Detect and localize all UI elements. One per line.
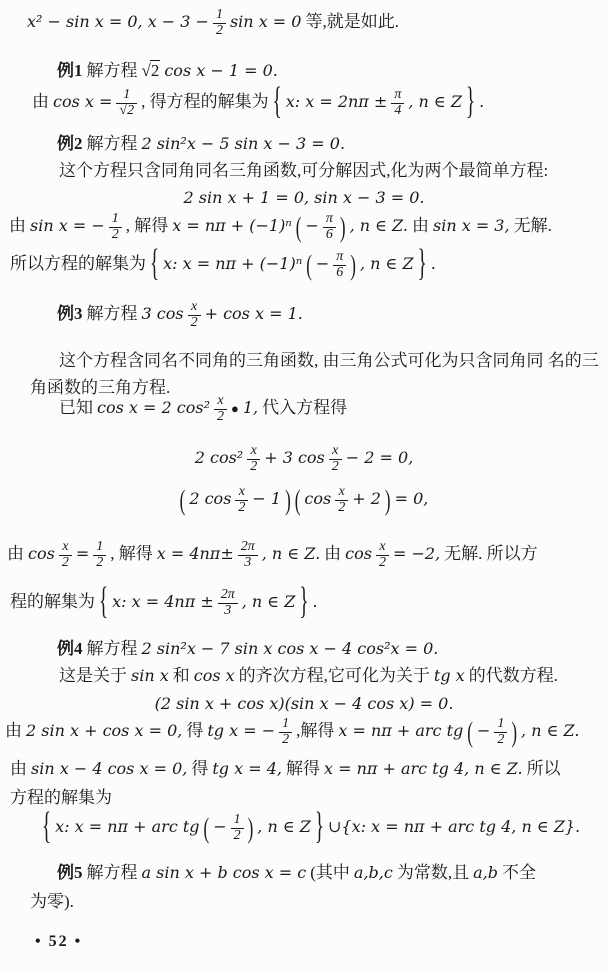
math-run: x = nπ + arc tg: [338, 721, 464, 741]
math-run: a,b,c: [353, 863, 393, 882]
fraction: [188, 300, 201, 330]
right-brace: }: [314, 806, 325, 849]
fraction: [214, 394, 227, 424]
text-run: 方程的解集为: [10, 788, 112, 807]
text-run: 由: [10, 759, 27, 778]
numerator: 1: [123, 87, 131, 102]
text-run: 这是关于: [59, 666, 127, 685]
math-run: sin x = 3,: [432, 216, 510, 236]
text-run: 解方程: [86, 134, 138, 153]
text-run: ,解得: [296, 721, 335, 741]
text-run: 无解. 所以方: [444, 544, 538, 564]
text-run: 由: [9, 216, 26, 236]
denominator: 6: [333, 265, 346, 281]
math-run: a,b: [473, 863, 498, 882]
ex2-paragraph: [57, 160, 550, 181]
left-paren: (: [203, 812, 210, 844]
example-label: 例3: [57, 304, 83, 324]
math-run: cos x =: [53, 92, 113, 112]
intro-line: [25, 8, 401, 38]
math-run: .: [312, 592, 318, 612]
math-run: , n ∈ Z: [241, 592, 296, 612]
denominator: [116, 103, 137, 119]
radical-sign: √: [119, 102, 128, 118]
math-run: 2 sin x + 1 = 0, sin x − 3 = 0.: [183, 188, 425, 207]
page-number-text: • 52 •: [35, 933, 83, 950]
ex3-solution-set: [8, 581, 320, 624]
math-run: x: x = nπ + (−1)ⁿ: [163, 254, 303, 274]
math-run: tg x = −: [207, 721, 276, 741]
math-run: −: [315, 254, 330, 274]
numerator: π: [325, 211, 333, 226]
denominator: 2: [231, 828, 244, 844]
right-paren: ): [285, 484, 291, 516]
right-brace: }: [299, 581, 309, 624]
math-run: a sin x + b cos x = c: [141, 863, 307, 882]
ex1-solution: [30, 81, 486, 124]
math-run: =: [75, 544, 90, 564]
denominator: 2: [93, 555, 106, 571]
math-run: −: [305, 216, 319, 236]
math-run: sin x = 0: [229, 12, 302, 32]
math-run: tg x = 4,: [212, 759, 282, 778]
denominator: 2: [335, 500, 348, 516]
numerator: x: [217, 393, 224, 408]
ex4-solution-2: [8, 758, 563, 779]
ex2-solution-set: [8, 243, 438, 286]
fraction: [279, 717, 292, 747]
math-run: cos: [28, 544, 55, 564]
denominator: 2: [329, 459, 342, 475]
math-run: x² − sin x = 0, x − 3 −: [27, 12, 209, 32]
text-run: 为常数,且: [396, 863, 470, 882]
text-run: 解方程: [86, 639, 138, 658]
math-run: .: [479, 92, 485, 112]
right-paren: ): [339, 211, 346, 243]
ex4-solution-2b: [8, 787, 114, 808]
math-run: sin x − 4 cos x = 0,: [31, 759, 188, 778]
text-run: 已知: [59, 398, 93, 418]
math-run: x = 4nπ±: [156, 544, 234, 564]
fraction: [391, 88, 404, 118]
math-run: −: [476, 721, 491, 741]
math-run: + cos x = 1.: [204, 304, 303, 324]
text-run: 和: [172, 666, 190, 685]
left-paren: (: [467, 716, 473, 748]
ex3-given: [57, 394, 349, 424]
fraction: [116, 88, 137, 118]
text-run: 解得: [285, 759, 320, 778]
math-run: cos: [304, 489, 332, 509]
text-run: 等,就是如此.: [305, 12, 399, 32]
ex4-solution-set: [40, 806, 582, 849]
ex4-paragraph: [57, 665, 560, 686]
fraction: [323, 212, 336, 242]
text-run: 不全: [501, 863, 536, 882]
math-run: cos x: [193, 666, 235, 685]
fraction: [218, 588, 238, 618]
example-label: 例2: [57, 134, 83, 153]
right-brace: }: [465, 81, 476, 124]
text-run: 这个方程含同名不同角的三角函数, 由三角公式可化为只含同角同 名的三: [59, 351, 599, 370]
left-paren: (: [306, 249, 312, 281]
fraction: [93, 540, 106, 570]
text-run: 的齐次方程,它可化为关于: [238, 666, 430, 685]
numerator: 2π: [220, 587, 235, 602]
ex2-title: [55, 133, 347, 154]
text-run: 这个方程只含同角同名三角函数,可分解因式,化为两个最简单方程:: [59, 161, 549, 180]
math-run: (2 sin x + cos x)(sin x − 4 cos x) = 0.: [154, 694, 454, 713]
denominator: 2: [109, 227, 122, 243]
ex3-solution-1: [5, 540, 540, 570]
text-run: 由: [32, 92, 49, 112]
fraction: [59, 540, 72, 570]
math-run: , n ∈ Z: [257, 817, 311, 837]
ink-blot: ●: [230, 401, 239, 417]
text-run: , 得方程的解集为: [141, 92, 269, 112]
denominator: 2: [59, 555, 72, 571]
text-run: 程的解集为: [10, 592, 95, 612]
fraction: [231, 813, 244, 843]
numerator: π: [394, 87, 402, 102]
fraction: [333, 250, 346, 280]
text-run: 得: [186, 721, 204, 741]
left-paren: (: [294, 484, 301, 516]
right-paren: ): [350, 249, 356, 281]
ex2-equation: [0, 187, 608, 208]
numerator: x: [62, 539, 69, 554]
math-run: , n ∈ Z: [408, 92, 462, 112]
math-run: cos x − 1 = 0.: [164, 61, 278, 80]
text-run: 所以方程的解集为: [10, 254, 146, 274]
denominator: 2: [213, 23, 226, 39]
text-run: 由: [5, 721, 22, 741]
math-run: = 0,: [394, 489, 429, 509]
left-brace: {: [42, 806, 52, 849]
text-run: 解方程: [86, 61, 138, 80]
math-run: , n ∈ Z: [359, 254, 414, 274]
text-run: 的代数方程.: [468, 666, 558, 685]
right-brace: }: [417, 243, 427, 286]
text-run: 所以: [526, 759, 561, 778]
math-run: , n ∈ Z.: [261, 544, 321, 564]
math-run: − 2 = 0,: [345, 448, 414, 468]
ex4-solution-1: [3, 717, 581, 747]
math-run: tg x: [433, 666, 465, 685]
left-brace: {: [272, 81, 282, 124]
text-run: (其中: [310, 863, 350, 882]
text-run: 由: [411, 216, 429, 236]
numerator: 1: [111, 211, 119, 226]
math-run: , n ∈ Z.: [521, 721, 580, 741]
page-number: [33, 930, 84, 952]
ex3-title: [55, 300, 305, 330]
text-run: , 解得: [125, 216, 169, 236]
sqrt: [142, 61, 161, 80]
example-label: 例1: [57, 61, 83, 80]
math-run: + 3 cos: [264, 448, 325, 468]
numerator: x: [238, 484, 246, 499]
denominator: 2: [247, 459, 260, 475]
text-run: 代入方程得: [262, 398, 348, 418]
denominator: 2: [235, 500, 248, 516]
left-paren: (: [295, 211, 302, 243]
math-run: 1,: [242, 398, 259, 418]
math-run: 2 sin²x − 5 sin x − 3 = 0.: [141, 134, 346, 153]
math-run: 2 cos²: [194, 448, 244, 468]
ex3-equation-1: [0, 444, 608, 474]
text-run: 为零).: [30, 892, 74, 911]
numerator: 1: [215, 7, 223, 22]
math-run: + 2: [352, 489, 381, 509]
denominator: 3: [218, 603, 238, 619]
text-run: 解方程: [86, 304, 138, 324]
math-run: 2 cos: [189, 489, 232, 509]
fraction: [335, 485, 348, 515]
example-label: 例4: [57, 639, 83, 658]
text-run: 由: [7, 544, 24, 564]
math-run: sin x: [131, 666, 169, 685]
numerator: x: [190, 299, 198, 314]
denominator: 2: [214, 409, 227, 425]
math-run: −: [213, 817, 227, 837]
numerator: x: [338, 484, 345, 499]
denominator: 4: [391, 103, 404, 119]
math-run: = −2,: [392, 544, 441, 564]
text-run: 无解.: [513, 216, 552, 236]
denominator: 3: [238, 555, 258, 571]
denominator: 6: [323, 227, 336, 243]
fraction: [109, 212, 122, 242]
ex3-equation-2: [0, 485, 608, 515]
radicand: 2: [127, 102, 135, 118]
ex3-paragraph-1: [57, 350, 601, 371]
math-run: x = nπ + arc tg 4, n ∈ Z.: [323, 759, 523, 778]
fraction: [238, 540, 258, 570]
ex1-title: [55, 60, 280, 81]
example-label: 例5: [57, 863, 83, 882]
left-brace: {: [99, 581, 109, 624]
math-run: 2 sin x + cos x = 0,: [26, 721, 183, 741]
numerator: x: [250, 443, 257, 458]
denominator: 2: [279, 732, 292, 748]
text-run: 角函数的三角方程.: [30, 378, 171, 397]
math-run: sin x = −: [30, 216, 105, 236]
math-run: cos x = 2 cos²: [97, 398, 210, 418]
text-run: 得: [191, 759, 209, 778]
fraction: [235, 485, 248, 515]
left-paren: (: [179, 484, 186, 516]
numerator: 1: [233, 812, 241, 827]
denominator: 2: [188, 315, 201, 331]
right-paren: ): [384, 484, 391, 516]
math-run: − 1: [252, 489, 282, 509]
ex2-solution-1: [7, 212, 554, 242]
text-run: , 解得: [110, 544, 153, 564]
radicand: 2: [150, 61, 160, 80]
right-paren: ): [511, 716, 518, 748]
ex5-title: [55, 862, 538, 883]
right-paren: ): [247, 812, 254, 844]
ex4-title: [55, 638, 440, 659]
math-run: cos: [345, 544, 372, 564]
numerator: x: [332, 443, 339, 458]
denominator: 2: [376, 555, 389, 571]
ex4-equation: [0, 693, 608, 714]
text-run: 解方程: [86, 863, 138, 882]
math-run: 3 cos: [141, 304, 184, 324]
math-run: .: [430, 254, 436, 274]
numerator: x: [379, 539, 386, 554]
numerator: 1: [282, 716, 290, 731]
math-run: 2 sin²x − 7 sin x cos x − 4 cos²x = 0.: [141, 639, 439, 658]
ex5-continuation: [28, 891, 76, 912]
numerator: 1: [497, 716, 505, 731]
fraction: [494, 717, 507, 747]
math-run: ∪{x: x = nπ + arc tg 4, n ∈ Z}.: [328, 817, 581, 837]
denominator: 2: [494, 732, 507, 748]
math-run: , n ∈ Z.: [349, 216, 408, 236]
radical-sign: √: [141, 61, 151, 80]
fraction: [329, 444, 342, 474]
math-run: x: x = nπ + arc tg: [55, 817, 200, 837]
numerator: 1: [96, 539, 104, 554]
fraction: [376, 540, 389, 570]
math-run: x: x = 2nπ ±: [285, 92, 388, 112]
math-run: x: x = 4nπ ±: [112, 592, 214, 612]
text-run: 由: [324, 544, 342, 564]
fraction: [247, 444, 260, 474]
fraction: [213, 8, 226, 38]
numerator: 2π: [240, 539, 255, 554]
math-run: x = nπ + (−1)ⁿ: [172, 216, 292, 236]
numerator: π: [336, 249, 344, 264]
left-brace: {: [150, 243, 160, 286]
